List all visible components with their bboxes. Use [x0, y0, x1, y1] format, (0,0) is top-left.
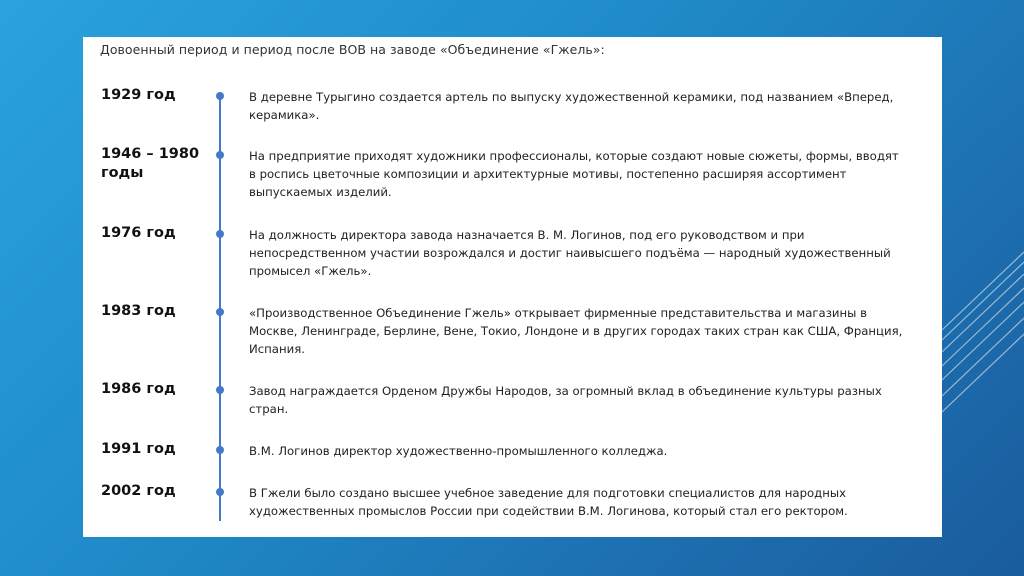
- timeline-year: 1946 – 1980 годы: [101, 146, 200, 181]
- timeline-year: 1929 год: [101, 87, 176, 103]
- content-card: [83, 37, 942, 537]
- timeline-description: В Гжели было создано высшее учебное заведение для подготовки специалистов для народных художественных промыслов России при содействии В.М. Логинова, который стал его ректором.: [249, 486, 848, 518]
- timeline-description: На должность директора завода назначается В. М. Логинов, под его руководством и при непосредственном участии возрождался и достиг наивысшего подъёма — народный художественный промысел «Гжель».: [249, 228, 891, 278]
- timeline-dot: [216, 92, 224, 100]
- timeline-description: В деревне Турыгино создается артель по выпуску художественной керамики, под названием «Вперед, керамика».: [249, 90, 894, 122]
- timeline-dot: [216, 151, 224, 159]
- timeline-dot: [216, 446, 224, 454]
- timeline-dot: [216, 386, 224, 394]
- timeline-dot: [216, 308, 224, 316]
- timeline-description: В.М. Логинов директор художественно-промышленного колледжа.: [249, 444, 668, 458]
- timeline-description: На предприятие приходят художники профессионалы, которые создают новые сюжеты, формы, вводят в роспись цветочные композиции и архитектурные мотивы, постепенно расширяя ассортимент выпускаемых изделий.: [249, 149, 899, 199]
- timeline-year: 1976 год: [101, 225, 176, 241]
- timeline-dot: [216, 488, 224, 496]
- timeline-year: 2002 год: [101, 483, 176, 499]
- timeline-year: 1991 год: [101, 441, 176, 457]
- timeline-description: «Производственное Объединение Гжель» открывает фирменные представительства и магазины в Москве, Ленинграде, Берлине, Вене, Токио, Лондоне и в других городах таких стран как США, Франция, Испания.: [249, 306, 903, 356]
- timeline-year: 1986 год: [101, 381, 176, 397]
- slide-heading: Довоенный период и период после ВОВ на заводе «Объединение «Гжель»:: [100, 42, 605, 57]
- timeline-year: 1983 год: [101, 303, 176, 319]
- timeline-dot: [216, 230, 224, 238]
- timeline-description: Завод награждается Орденом Дружбы Народов, за огромный вклад в объединение культуры разных стран.: [249, 384, 882, 416]
